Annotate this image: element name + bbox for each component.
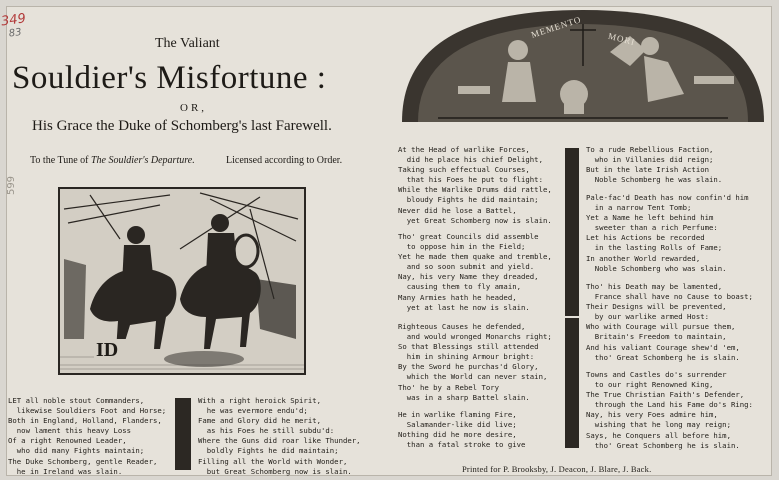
verse-line: was in a sharp Battel slain. — [398, 392, 530, 402]
verse-line: wishing that he long may reign; — [586, 420, 731, 430]
stanza-10 — [586, 370, 753, 451]
verse-line: who in Villanies did reign; — [586, 155, 714, 165]
stanza-4 — [398, 232, 552, 313]
stanza-2 — [198, 396, 361, 477]
stanza-8 — [586, 193, 749, 274]
verse-line: The Duke Schomberg, gentle Reader, — [8, 456, 158, 466]
stanza-7 — [586, 145, 722, 185]
verse-line: in a narrow Tent Tomb; — [586, 203, 692, 213]
verse-line: Who with Courage will pursue them, — [586, 322, 736, 332]
verse-line: Noble Schomberg who was slain. — [586, 263, 727, 273]
verse-line: but Great Schomberg now is slain. — [198, 466, 352, 476]
verse-line: While the Warlike Drums did rattle, — [398, 185, 552, 195]
stanza-1 — [8, 396, 166, 477]
verse-line: Fame and Glory did he merit, — [198, 416, 322, 426]
title-line-1: The Valiant — [155, 36, 220, 51]
shelfmark-annotation — [0, 13, 25, 42]
verse-line: Let his Actions be recorded — [586, 233, 705, 243]
verse-line: He in warlike flaming Fire, — [398, 410, 517, 419]
verse-line: yet Great Schomberg now is slain. — [398, 215, 552, 225]
verse-line: At the Head of warlike Forces, — [398, 145, 530, 154]
verse-line: LET all noble stout Commanders, — [8, 396, 145, 405]
shelfmark-sub: 83 — [8, 26, 23, 40]
verse-line: bloudy Fights he did maintain; — [398, 195, 539, 205]
verse-line: through the Land his Fame do's Ring: — [586, 400, 753, 410]
column-rule-right-upper — [565, 148, 579, 316]
stanza-6 — [398, 410, 525, 450]
tune-line — [30, 155, 195, 166]
verse-line: And his valiant Courage shew'd 'em, — [586, 342, 740, 352]
verse-line: Tho' he by a Rebel Tory — [398, 382, 500, 392]
printer-imprint: Printed for P. Brooksby, J. Deacon, J. Blare, J. Back. — [462, 464, 652, 474]
verse-line: With a right heroick Spirit, — [198, 396, 322, 405]
title-or: OR, — [180, 102, 208, 114]
verse-line: Says, he Conquers all before him, — [586, 430, 731, 440]
column-rule-left — [175, 398, 191, 470]
woodcut-label: ID — [96, 339, 119, 361]
verse-line: Tho' great Councils did assemble — [398, 232, 539, 241]
verse-line: as his Foes he still subdu'd: — [198, 426, 335, 436]
verse-line: Nay, his very Foes admire him, — [586, 410, 718, 420]
pencil-annotation: 599 — [6, 175, 18, 196]
verse-line: Nothing did he more desire, — [398, 430, 517, 440]
motto-left: MEMENTO — [529, 14, 583, 40]
verse-line: causing them to fly amain, — [398, 282, 522, 292]
verse-line: which the World can never stain, — [398, 372, 548, 382]
verse-line: by our warlike armed Host: — [586, 312, 710, 322]
shelfmark-number: 349 — [0, 11, 27, 30]
verse-line: In another World rewarded, — [586, 253, 701, 263]
stanza-9 — [586, 282, 753, 363]
verse-line: To a rude Rebellious Faction, — [586, 145, 714, 154]
verse-line: Pale-fac'd Death has now confin'd him — [586, 193, 749, 202]
memento-mori-woodcut — [398, 6, 768, 124]
verse-line: that his Foes he put to flight: — [398, 175, 543, 185]
verse-line: in the lasting Rolls of Fame; — [586, 243, 723, 253]
verse-line: Britain's Freedom to maintain, — [586, 332, 727, 342]
tune-name: The Souldier's Departure. — [90, 155, 195, 166]
verse-line: boldly Fights he did maintain; — [198, 446, 339, 456]
verse-line: Tho' his Death may be lamented, — [586, 282, 723, 291]
verse-line: tho' Great Schomberg he is slain. — [586, 352, 740, 362]
verse-line: Never did he lose a Battel, — [398, 205, 517, 215]
verse-line: who did many Fights maintain; — [8, 446, 145, 456]
verse-line: The True Christian Faith's Defender, — [586, 390, 745, 400]
verse-line: yet at last he now is slain. — [398, 302, 530, 312]
verse-line: Nay, his very Name they dreaded, — [398, 272, 539, 282]
verse-line: France shall have no Cause to boast; — [586, 292, 753, 302]
motto-right: MORI — [607, 30, 637, 48]
verse-line: Towns and Castles do's surrender — [586, 370, 727, 379]
verse-line: Where the Guns did roar like Thunder, — [198, 436, 361, 446]
stanza-5 — [398, 322, 552, 403]
column-rule-right-lower — [565, 318, 579, 448]
verse-line: he in Ireland was slain. — [8, 466, 123, 476]
verse-line: Yet he made them quake and tremble, — [398, 252, 552, 262]
verse-line: now lament this heavy Loss — [8, 426, 132, 436]
verse-line: likewise Souldiers Foot and Horse; — [8, 406, 167, 416]
title-subtitle: His Grace the Duke of Schomberg's last Farewell. — [32, 118, 332, 134]
verse-line: By the Sword he purchas'd Glory, — [398, 362, 539, 372]
tune-prefix: To the Tune of — [30, 155, 91, 166]
verse-line: Salamander-like did live; — [398, 420, 517, 430]
verse-line: So that Blessings still attended — [398, 342, 539, 352]
verse-line: Many Armies hath he headed, — [398, 292, 517, 302]
verse-line: he was evermore endu'd; — [198, 406, 308, 416]
verse-line: and would wronged Monarchs right; — [398, 332, 552, 342]
verse-line: did he place his chief Delight, — [398, 155, 543, 165]
verse-line: and so soon submit and yield. — [398, 262, 535, 272]
verse-line: tho' Great Schomberg he is slain. — [586, 440, 740, 450]
verse-line: Yet a Name he left behind him — [586, 213, 714, 223]
verse-line: to oppose him in the Field; — [398, 242, 526, 252]
verse-line: to our right Renowned King, — [586, 380, 714, 390]
battle-woodcut-image — [58, 187, 306, 375]
stanza-3 — [398, 145, 552, 226]
license-line: Licensed according to Order. — [226, 155, 343, 166]
verse-line: him in shining Armour bright: — [398, 352, 535, 362]
verse-line: Taking such effectual Courses, — [398, 165, 530, 175]
verse-line: Their Designs will be prevented, — [586, 302, 727, 312]
title-main: Souldier's Misfortune : — [12, 60, 327, 96]
verse-line: Righteous Causes he defended, — [398, 322, 526, 331]
verse-line: Both in England, Holland, Flanders, — [8, 416, 162, 426]
verse-line: Of a right Renowned Leader, — [8, 436, 127, 446]
verse-line: Noble Schomberg he was slain. — [586, 175, 723, 185]
verse-line: sweeter than a rich Perfume: — [586, 223, 718, 233]
verse-line: But in the late Irish Action — [586, 165, 710, 175]
verse-line: than a fatal stroke to give — [398, 440, 526, 450]
verse-line: Filling all the World with Wonder, — [198, 456, 348, 466]
